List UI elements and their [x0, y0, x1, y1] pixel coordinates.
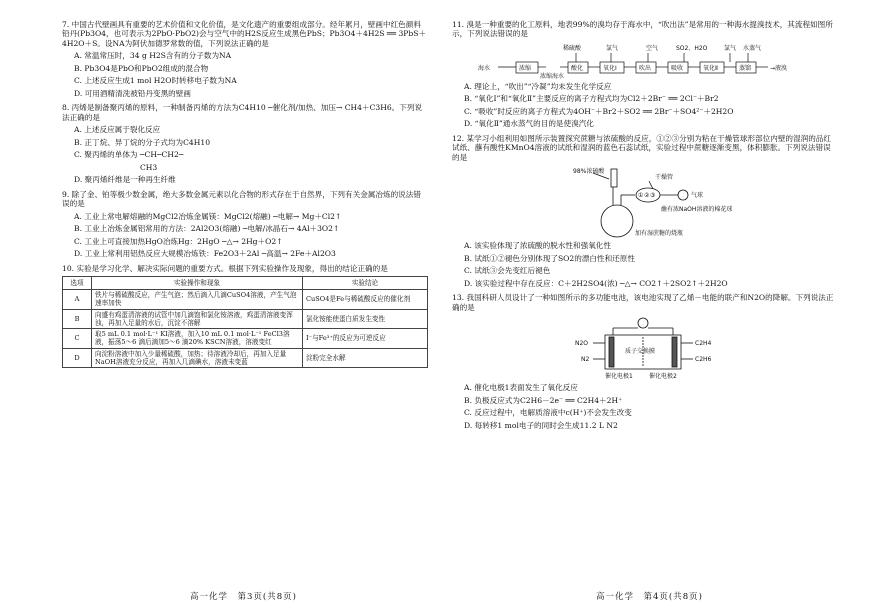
table-row [63, 329, 428, 348]
option-d: D. “氧化Ⅱ”通水蒸气的目的是使溴汽化 [464, 119, 594, 129]
option-b: B. 工业上冶炼金属铝常用的方法：2Al2O3(熔融) ─电解/冰晶石→ 4Al＋3O2↑ [74, 224, 340, 234]
table-row [63, 290, 428, 309]
figure-label: N2O [575, 340, 589, 348]
option-a: A. 该实验体现了浓硫酸的脱水性和强氧化性 [464, 241, 611, 251]
table-header: 实验操作和现象 [92, 277, 303, 290]
flow-top-label: 稀硫酸 [563, 44, 582, 52]
table-cell: 取5 mL 0.1 mol·L⁻¹ KI溶液，加入10 mL 0.1 mol·L⁻¹ FeCl3溶液，振荡5～6 滴后滴加5～6 滴20% KSCN溶液，溶液变红 [92, 329, 303, 348]
flow-box-label: 氧化Ⅱ [703, 64, 718, 72]
table-cell: 氯化铵能使蛋白质发生变性 [303, 309, 428, 328]
flow-top-label: 水蒸气 [743, 44, 762, 52]
question-stem: 7. 中国古代壁画具有重要的艺术价值和文化价值，是文化遗产的重要组成部分。经年累月，壁画中红色颜料铅丹(Pb3O4，也可表示为2PbO·PbO2)会与空气中的H2S反应生成黑色PbS；Pb3O4＋4H2S ══ 3PbS＋4H2O＋S。设NA为阿伏加德罗常数的值，下列说法正确的是 [62, 20, 427, 48]
option-b: B. 试纸①②褪色分别体现了SO2的漂白性和还原性 [464, 253, 635, 263]
flow-box-label: 浓缩 [519, 64, 532, 72]
option-c: C. 反应过程中，电解质溶液中c(H⁺)不会发生改变 [464, 408, 632, 418]
option-b: B. “氧化Ⅰ”和“氧化Ⅱ”主要反应的离子方程式均为Cl2＋2Br⁻ ══ 2Cl⁻＋Br2 [464, 94, 719, 104]
figure-label: 加有湿蔗糖的烧瓶 [635, 230, 684, 238]
experiment-table [62, 276, 428, 368]
figure-label: N2 [581, 356, 590, 364]
table-cell: I⁻与Fe³⁺的反应为可逆反应 [303, 329, 428, 348]
question-11 [452, 20, 834, 129]
figure-label: 蘸有浓NaOH溶液的棉花球 [661, 206, 733, 214]
apparatus-figure [543, 165, 743, 239]
option-d: D. 聚丙烯纤维是一种再生纤维 [74, 175, 176, 185]
lightbulb-icon [638, 318, 648, 328]
option-d: D. 该实验过程中存在反应：C＋2H2SO4(浓) ─△→ CO2↑＋2SO2↑＋2H2O [464, 278, 728, 288]
table-header-row [63, 277, 428, 290]
formula-substituent: CH3 [140, 162, 158, 172]
flow-top-label: 氯气 [606, 44, 619, 52]
figure-label: 气球 [691, 192, 704, 200]
bromine-flow-diagram [478, 42, 808, 80]
question-8 [62, 103, 428, 184]
page-footer-left: 高一化学 第3页(共8页) [190, 592, 297, 602]
option-d: D. 每转移1 mol电子的同时会生成11.2 L N2 [464, 420, 618, 430]
paper-mark: ③ [650, 192, 656, 200]
figure-label: 催化电极2 [649, 373, 677, 381]
question-stem: 13. 我国科研人员设计了一种如图所示的多功能电池，该电池实现了乙烯－电能的联产和N2O的降解。下列说法正确的是 [452, 293, 834, 312]
table-cell: 铁片与稀硫酸反应，产生气泡；然后滴入几滴CuSO4溶液，产生气泡速率加快 [92, 290, 303, 309]
table-cell: 淀粉完全水解 [303, 348, 428, 367]
paper-mark: ② [644, 192, 650, 200]
table-cell: D [63, 348, 92, 367]
table-header: 实验结论 [303, 277, 428, 290]
flow-box-label: 吹出 [639, 64, 652, 72]
flow-box-label: 海水 [478, 64, 491, 72]
question-9 [62, 190, 428, 259]
option-b: B. Pb3O4是PbO和PbO2组成的混合物 [74, 63, 209, 73]
option-d: D. 可用酒精清洗被铅丹变黑的壁画 [74, 88, 191, 98]
option-b: B. 负极反应式为C2H6－2e⁻ ══ C2H4＋2H⁺ [464, 395, 623, 405]
table-cell: C [63, 329, 92, 348]
question-12 [452, 134, 834, 288]
page-footer-right: 高一化学 第4页(共8页) [596, 592, 703, 602]
flow-box-label: 吸收 [671, 64, 684, 72]
figure-label: 干燥管 [655, 174, 674, 182]
question-13 [452, 293, 834, 430]
option-a: A. 工业上常电解熔融的MgCl2冶炼金属镁：MgCl2(熔融) ─电解→ Mg＋Cl2↑ [74, 211, 342, 221]
option-c: C. 工业上可直接加热HgO冶炼Hg：2HgO ─△→ 2Hg＋O2↑ [74, 236, 283, 246]
option-a: A. 上述反应属于裂化反应 [74, 125, 161, 135]
option-a: A. 理论上，“吹出”“冷凝”均未发生化学反应 [464, 81, 612, 91]
figure-label: 98%浓硫酸 [573, 168, 605, 176]
battery-figure [553, 315, 733, 381]
option-c: C. 上述反应生成1 mol H2O时转移电子数为NA [74, 76, 237, 86]
option-c: C. 聚丙烯的单体为 ─CH─CH2─ [74, 150, 184, 160]
flow-top-label: 空气 [646, 44, 659, 52]
question-7 [62, 20, 428, 98]
option-c: C. “吸收”时反应的离子方程式为4OH⁻＋Br2＋SO2 ══ 2Br⁻＋SO4²⁻＋2H2O [464, 106, 734, 116]
option-d: D. 工业上常利用铝热反应大规模冶炼铁：Fe2O3＋2Al ─高温→ 2Fe＋Al2O3 [74, 249, 336, 259]
question-10 [62, 264, 428, 368]
table-cell: 向盛有鸡蛋清溶液的试管中加几滴饱和氯化铵溶液，鸡蛋清溶液变浑浊，再加入足量的水后，沉淀不溶解 [92, 309, 303, 328]
flow-box-label: 氧化Ⅰ [603, 64, 617, 72]
right-column [452, 20, 834, 435]
question-stem: 12. 某学习小组利用如图所示装置探究蔗糖与浓硫酸的反应，①②③分别为粘在干燥管球形部位内壁的湿润的品红试纸、蘸有酸性KMnO4溶液的试纸和湿润的蓝色石蕊试纸，实验过程中蔗糖逐渐变黑，体积膨胀。下列说法错误的是 [452, 133, 831, 162]
figure-label: 催化电极1 [605, 373, 633, 381]
table-header: 选项 [63, 277, 92, 290]
option-a: A. 催化电极1表面发生了氧化反应 [464, 383, 578, 393]
option-b: B. 正丁烷、异丁烷的分子式均为C4H10 [74, 137, 211, 147]
flow-box-label: 酸化 [571, 64, 584, 72]
flow-top-label: SO2、H2O [676, 44, 708, 52]
flow-box-label: 蒸馏 [739, 64, 752, 72]
figure-label: 质子交换膜 [625, 348, 656, 356]
table-row [63, 348, 428, 367]
question-stem: 11. 溴是一种重要的化工原料，地表99%的溴均存于海水中，“吹出法”是常用的一种海水提溴技术，其流程如图所示，下列说法错误的是 [452, 20, 833, 39]
flow-top-label: 氯气 [724, 44, 737, 52]
table-row [63, 309, 428, 328]
left-column [62, 20, 428, 373]
table-cell: CuSO4是Fe与稀硫酸反应的催化剂 [303, 290, 428, 309]
option-c: C. 试纸③会先变红后褪色 [464, 266, 551, 276]
question-stem: 9. 除了金、铂等极少数金属，绝大多数金属元素以化合物的形式存在于自然界，下列有关金属冶炼的说法错误的是 [62, 189, 421, 209]
figure-label: C2H4 [695, 340, 712, 348]
table-cell: 向淀粉溶液中加入少量稀硫酸，加热；待溶液冷却后，再加入足量NaOH溶液充分反应，再加入几滴碘水，溶液未变蓝 [92, 348, 303, 367]
option-a: A. 常温常压时，34 g H2S含有的分子数为NA [74, 51, 232, 61]
paper-mark: ① [638, 192, 644, 200]
table-cell: A [63, 290, 92, 309]
question-stem: 10. 实验是学习化学、解决实际问题的重要方式。根据下列实验操作及现象，得出的结论正确的是 [62, 263, 388, 273]
table-cell: B [63, 309, 92, 328]
question-stem: 8. 丙烯是制备聚丙烯的原料，一种制备丙烯的方法为C4H10 ─催化剂/加热、加压→ CH4＋C3H6。下列说法正确的是 [62, 103, 423, 122]
flow-box-label: →液溴 [770, 64, 788, 72]
flow-box-label: 浓缩海水 [540, 72, 565, 80]
figure-label: C2H6 [695, 356, 712, 364]
